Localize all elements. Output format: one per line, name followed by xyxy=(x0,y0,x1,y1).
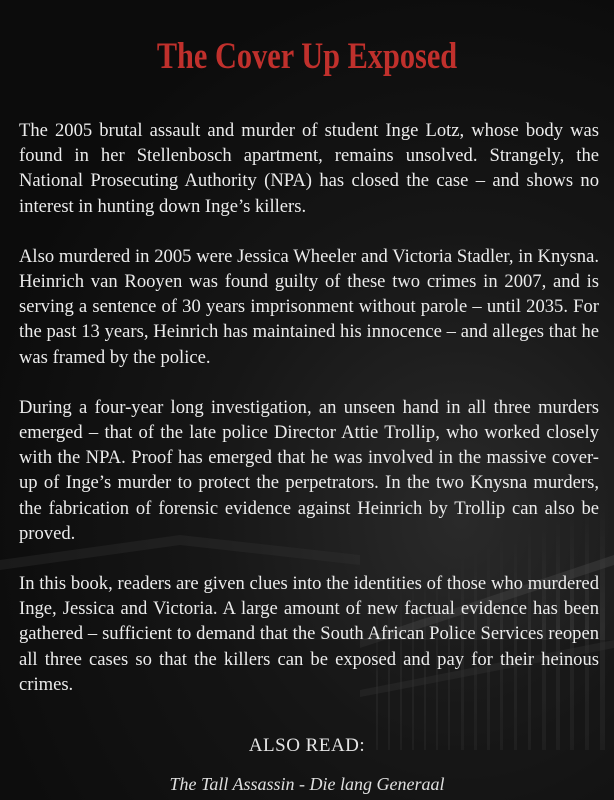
also-read-book-title: The Tall Assassin - Die lang Generaal xyxy=(169,774,445,794)
blurb-paragraph-4: In this book, readers are given clues into the identities of those who murdered Inge, Jessica and Victoria. A large amount of new factual evidence has been gathered – sufficient to demand that the South African Police Services reopen all three cases so that the killers can be exposed and pay for their heinous crimes. xyxy=(19,573,599,695)
blurb-text xyxy=(19,118,599,722)
blurb-paragraph-1: The 2005 brutal assault and murder of student Inge Lotz, whose body was found in her Stellenbosch apartment, remains unsolved. Strangely, the National Prosecuting Authority (NPA) has closed the case – and shows no interest in hunting down Inge’s killers. xyxy=(19,120,599,217)
also-read-heading: ALSO READ: xyxy=(248,735,366,756)
cover-title: The Cover Up Exposed xyxy=(156,36,458,77)
blurb-paragraph-3: During a four-year long investigation, an unseen hand in all three murders emerged – that of the late police Director Attie Trollip, who worked closely with the NPA. Proof has emerged that he was involved in the massive cover-up of Inge’s murder to protect the perpetrators. In the two Knysna murders, the fabrication of forensic evidence against Heinrich by Trollip can also be proved. xyxy=(19,396,599,544)
blurb-paragraph-2: Also murdered in 2005 were Jessica Wheeler and Victoria Stadler, in Knysna. Heinrich van Rooyen was found guilty of these two crimes in 2007, and is serving a sentence of 30 years imprisonment without parole – until 2035. For the past 13 years, Heinrich has maintained his innocence – and alleges that he was framed by the police. xyxy=(19,245,599,368)
